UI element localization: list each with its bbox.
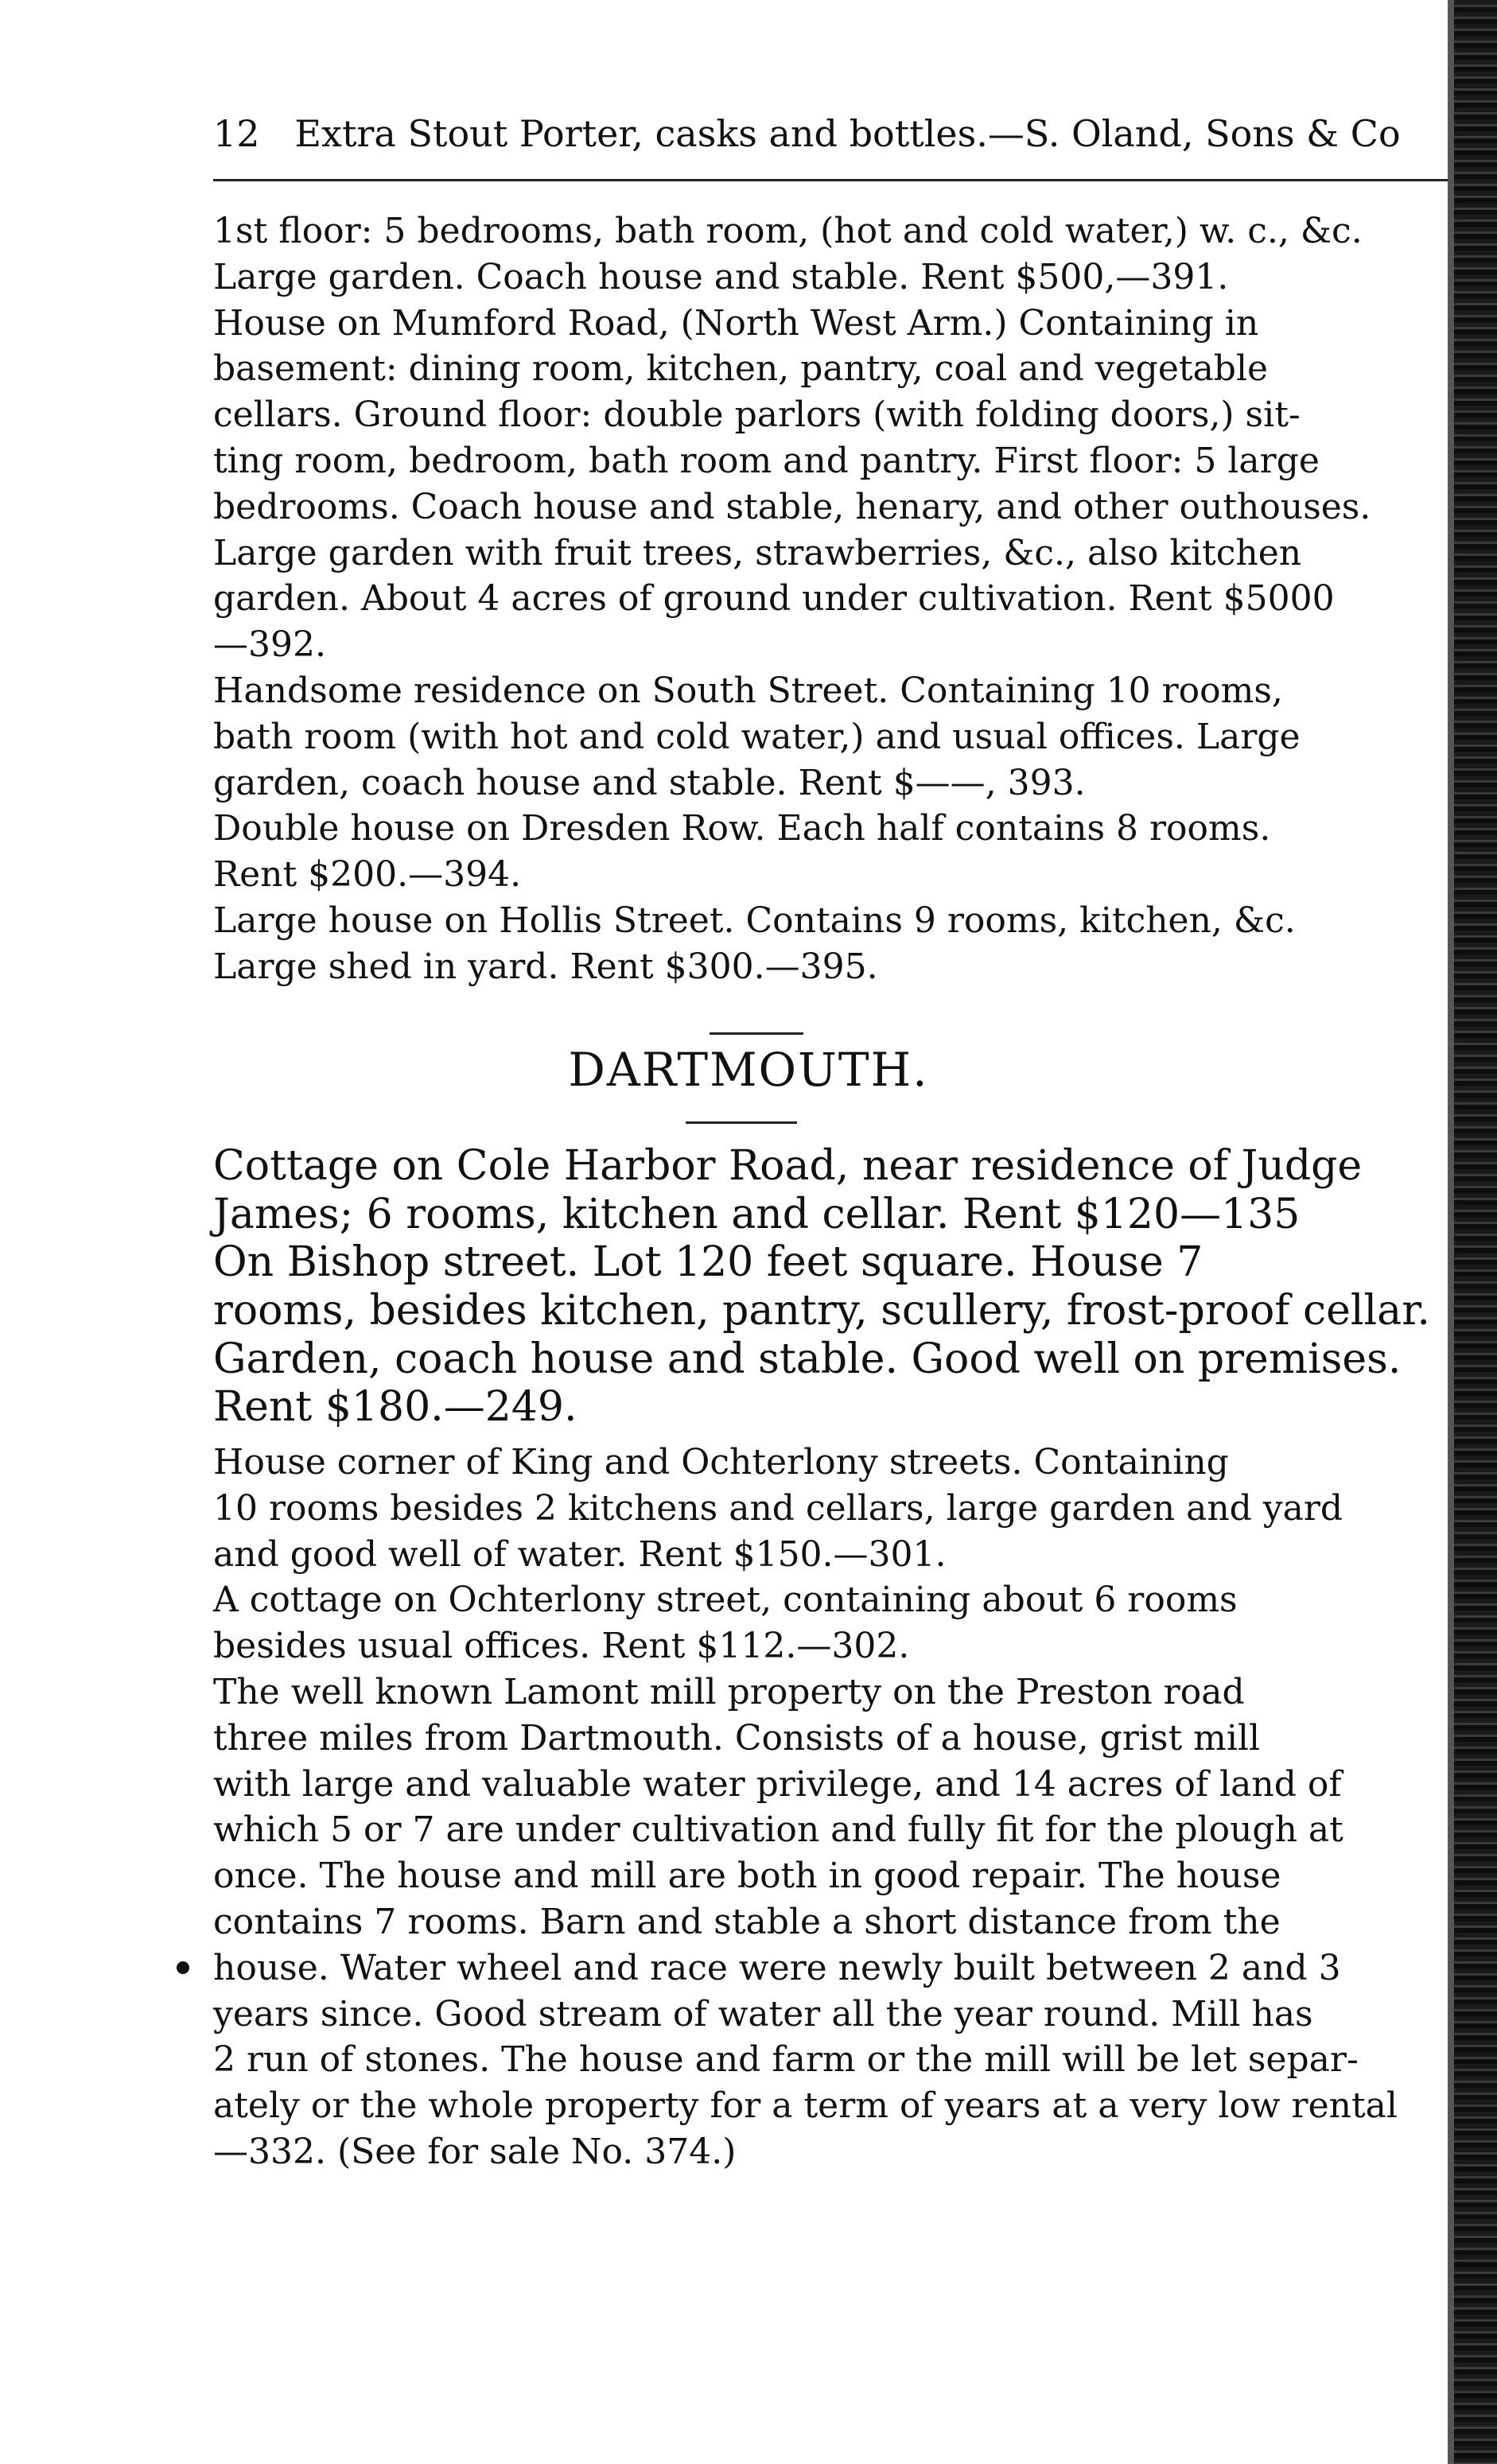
text-line: Large shed in yard. Rent $300.—395.: [213, 946, 878, 987]
text-line: years since. Good stream of water all the year round. Mill has: [213, 1993, 1313, 2035]
text-line: ting room, bedroom, bath room and pantry. First floor: 5 large: [213, 440, 1320, 481]
section-title: DARTMOUTH.: [568, 1043, 929, 1097]
text-line: and good well of water. Rent $150.—301.: [213, 1533, 947, 1575]
text-line: besides usual offices. Rent $112.—302.: [213, 1626, 910, 1667]
text-line: House corner of King and Ochterlony streets. Containing: [213, 1442, 1229, 1483]
text-line: garden, coach house and stable. Rent $——, 393.: [213, 762, 1086, 803]
text-line: Double house on Dresden Row. Each half contains 8 rooms.: [213, 808, 1271, 849]
text-line: bedrooms. Coach house and stable, henary, and other outhouses.: [213, 486, 1371, 527]
text-line: A cottage on Ochterlony street, containing about 6 rooms: [213, 1580, 1238, 1621]
text-line: 2 run of stones. The house and farm or the mill will be let separ-: [213, 2039, 1359, 2081]
page-edge-bleed: [1454, 0, 1497, 2464]
page-number: 12: [213, 112, 260, 155]
text-line: —392.: [213, 624, 326, 666]
section-rule-bottom: [686, 1121, 797, 1124]
dartmouth-small-listings: [213, 1440, 1454, 2175]
binding-shadow: [1448, 0, 1454, 2464]
text-line: with large and valuable water privilege, and 14 acres of land of: [213, 1763, 1342, 1805]
text-line: Large house on Hollis Street. Contains 9 rooms, kitchen, &c.: [213, 900, 1296, 941]
text-line: —332. (See for sale No. 374.): [213, 2131, 737, 2172]
text-line: On Bishop street. Lot 120 feet square. House 7: [213, 1238, 1203, 1287]
text-line: Garden, coach house and stable. Good well on premises.: [213, 1335, 1402, 1383]
text-line: house. Water wheel and race were newly built between 2 and 3: [213, 1947, 1341, 1988]
text-line: contains 7 rooms. Barn and stable a short distance from the: [213, 1901, 1281, 1942]
text-line: which 5 or 7 are under cultivation and fully fit for the plough at: [213, 1809, 1343, 1851]
dartmouth-large-listings: [213, 1142, 1454, 1432]
text-line: Rent $180.—249.: [213, 1383, 577, 1432]
text-line: Large garden with fruit trees, strawberries, &c., also kitchen: [213, 532, 1302, 573]
text-line: Handsome residence on South Street. Containing 10 rooms,: [213, 670, 1283, 711]
margin-bullet-mark: [177, 1961, 189, 1974]
header-rule: [213, 179, 1454, 181]
running-header: [213, 111, 1454, 156]
text-line: cellars. Ground floor: double parlors (with folding doors,) sit-: [213, 394, 1301, 436]
text-line: House on Mumford Road, (North West Arm.) Containing in: [213, 302, 1259, 344]
text-line: 10 rooms besides 2 kitchens and cellars, large garden and yard: [213, 1487, 1343, 1529]
text-line: Large garden. Coach house and stable. Rent $500,—391.: [213, 256, 1229, 297]
text-line: The well known Lamont mill property on the Preston road: [213, 1671, 1245, 1712]
text-line: rooms, besides kitchen, pantry, scullery, frost-proof cellar.: [213, 1287, 1430, 1335]
halifax-listings: [213, 208, 1454, 990]
text-line: Cottage on Cole Harbor Road, near residence of Judge: [213, 1142, 1363, 1190]
text-line: James; 6 rooms, kitchen and cellar. Rent $120—135: [213, 1190, 1301, 1238]
text-line: ately or the whole property for a term of years at a very low rental: [213, 2085, 1398, 2127]
text-line: Rent $200.—394.: [213, 854, 522, 896]
text-line: basement: dining room, kitchen, pantry, coal and vegetable: [213, 348, 1269, 390]
section-rule-top: [710, 1032, 803, 1035]
text-line: garden. About 4 acres of ground under cultivation. Rent $5000: [213, 578, 1335, 620]
text-line: three miles from Dartmouth. Consists of a house, grist mill: [213, 1717, 1261, 1759]
text-line: 1st floor: 5 bedrooms, bath room, (hot and cold water,) w. c., &c.: [213, 211, 1363, 251]
text-line: bath room (with hot and cold water,) and usual offices. Large: [213, 716, 1301, 757]
running-title: Extra Stout Porter, casks and bottles.—S. Oland, Sons & Co: [294, 112, 1401, 155]
text-line: once. The house and mill are both in good repair. The house: [213, 1856, 1281, 1897]
